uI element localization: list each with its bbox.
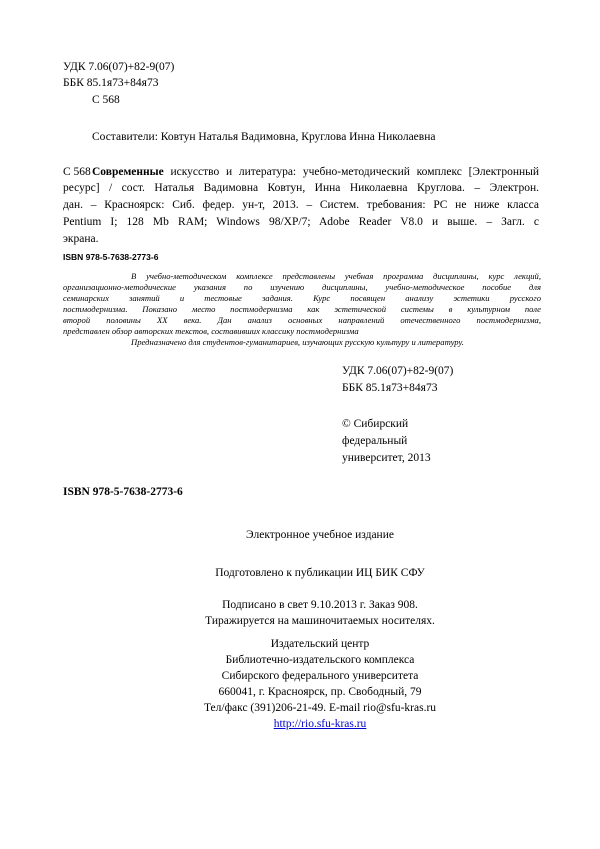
signed-info: Подписано в свет 9.10.2013 г. Заказ 908. (222, 599, 418, 611)
bib-line-3: дан. – Красноярск: Сиб. федер. ун-т, 2013. – Систем. требования: PC не ниже класса (63, 199, 539, 211)
bib-line-4: Pentium I; 128 Mb RAM; Windows 98/XP/7; Adobe Reader V8.0 и выше. – Загл. с (63, 216, 539, 228)
publisher-url-line (0, 717, 600, 732)
author-mark: С 568 (92, 94, 120, 106)
abstract-line-6: представлен обзор авторских текстов, составивших классику постмодернизма (63, 326, 359, 336)
bib-description (92, 165, 539, 180)
abstract-line-1: В учебно-методическом комплексе представлены учебная программа дисциплины, курс лекций, (131, 271, 541, 281)
copyright-line-3: университет, 2013 (342, 452, 431, 464)
copyright-line-2: федеральный (342, 435, 408, 447)
publisher-address: 660041, г. Красноярск, пр. Свободный, 79 (218, 686, 422, 698)
udk-code-right: УДК 7.06(07)+82-9(07) (342, 365, 454, 377)
bib-line-1 (92, 165, 539, 180)
copies-info: Тиражируется на машиночитаемых носителях. (205, 615, 435, 627)
abstract-line-3: семинарских занятий и тестовые задания. Курс посвящен анализу эстетики русского (63, 293, 541, 303)
copyright-line-1: © Сибирский (342, 418, 409, 430)
abstract-line-4: постмодернизма. Показано место постмодернизма как эстетической системы в культурном поле (63, 304, 541, 314)
bbk-code-right: ББК 85.1я73+84я73 (342, 382, 438, 394)
bib-title-bold: Современные (92, 166, 164, 178)
abstract-line-2: организационно-методические указания по изучению дисциплины, учебно-методическое пособие для (63, 282, 541, 292)
edition-type: Электронное учебное издание (246, 529, 394, 541)
publisher-line-1: Издательский центр (270, 638, 370, 650)
bib-line-2: ресурс] / сост. Наталья Вадимовна Ковтун, Инна Николаевна Круглова. – Электрон. (63, 182, 539, 194)
bib-line-5: экрана. (63, 233, 99, 245)
publisher-line-3: Сибирского федерального университета (221, 670, 419, 682)
bib-line-1-rest: искусство и литература: учебно-методический комплекс [Электронный (170, 166, 540, 178)
isbn-small: ISBN 978-5-7638-2773-6 (63, 252, 159, 262)
udk-code: УДК 7.06(07)+82-9(07) (63, 61, 175, 73)
abstract-line-5: второй половины XX века. Дан анализ основных направлений отечественного постмодернизма, (63, 315, 541, 325)
bbk-code: ББК 85.1я73+84я73 (63, 77, 159, 89)
abstract-intended: Предназначено для студентов-гуманитариев, изучающих русскую культуру и литературу. (131, 337, 464, 347)
compilers: Составители: Ковтун Наталья Вадимовна, Круглова Инна Николаевна (92, 131, 436, 143)
publisher-contacts: Тел/факс (391)206-21-49. E-mail rio@sfu-kras.ru (203, 702, 437, 714)
abstract (63, 271, 541, 348)
publisher-line-2: Библиотечно-издательского комплекса (225, 654, 415, 666)
isbn-bold: ISBN 978-5-7638-2773-6 (63, 486, 183, 498)
bib-code: С 568 (63, 166, 91, 178)
publisher-url-link[interactable]: http://rio.sfu-kras.ru (273, 718, 367, 730)
bib-description-cont (63, 181, 539, 247)
prepared-by: Подготовлено к публикации ИЦ БИК СФУ (215, 567, 425, 579)
